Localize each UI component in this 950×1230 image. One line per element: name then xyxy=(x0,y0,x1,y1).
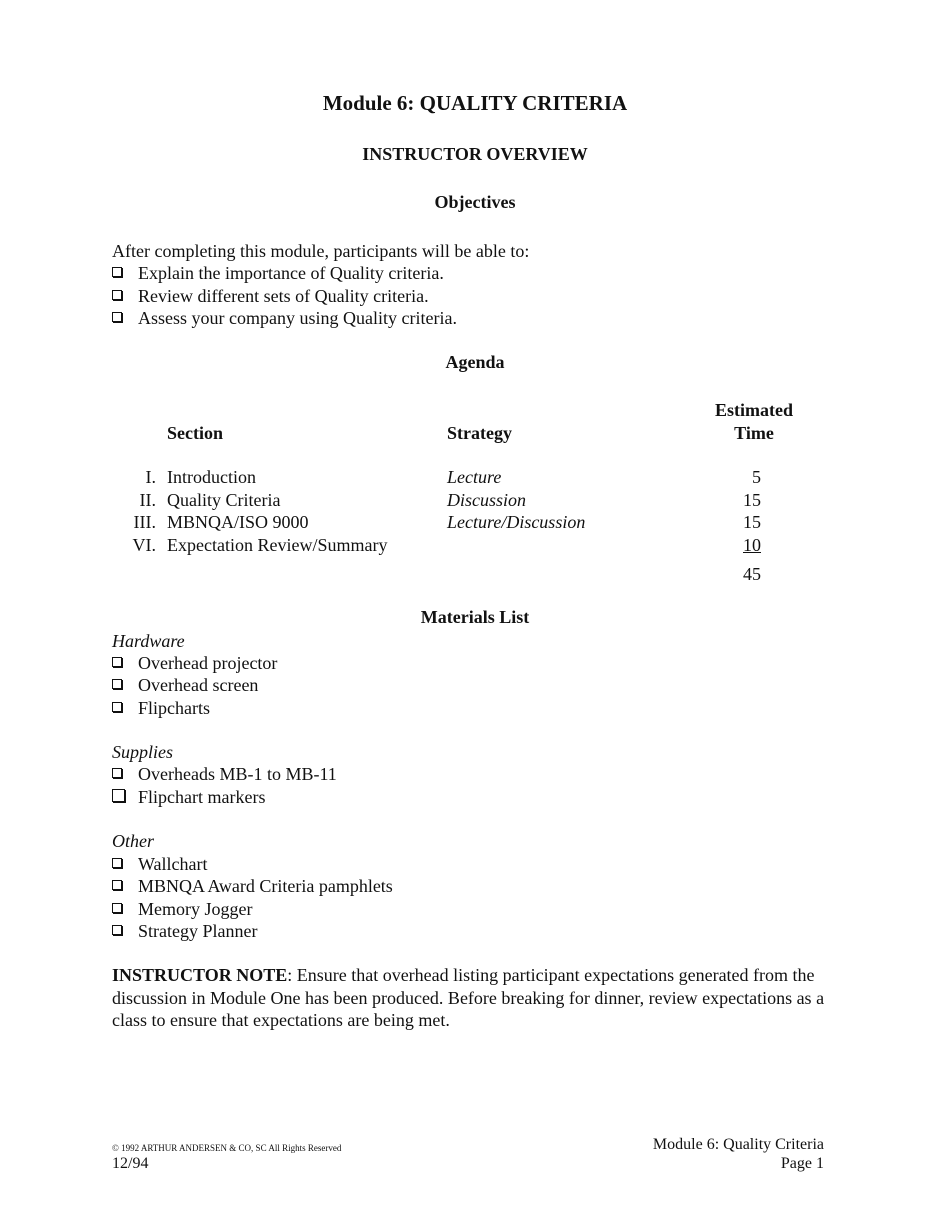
list-item: Wallchart xyxy=(112,853,208,875)
list-item: Overhead projector xyxy=(112,652,277,674)
instructor-note-label: INSTRUCTOR NOTE xyxy=(112,965,288,985)
checkbox-icon xyxy=(112,657,122,667)
page-subtitle: INSTRUCTOR OVERVIEW xyxy=(362,144,588,164)
supplies-label: Supplies xyxy=(112,742,173,762)
list-item: Overhead screen xyxy=(112,674,258,696)
checkbox-icon xyxy=(112,290,122,300)
objectives-intro: After completing this module, participants will be able to: xyxy=(112,241,530,261)
checkbox-icon xyxy=(112,702,122,712)
agenda-total: 45 xyxy=(743,564,761,584)
objectives-heading: Objectives xyxy=(434,192,516,212)
agenda-row: I. Introduction Lecture 5 xyxy=(145,467,761,487)
footer-page: Page 1 xyxy=(780,1155,824,1172)
instructor-note xyxy=(112,964,842,1032)
checkbox-icon xyxy=(112,312,122,322)
checkbox-icon xyxy=(112,880,122,890)
list-item: Overheads MB-1 to MB-11 xyxy=(112,763,337,785)
list-item: Memory Jogger xyxy=(112,898,252,920)
list-item: Flipchart markers xyxy=(112,786,265,808)
agenda-col-time-line2: Time xyxy=(734,423,774,443)
checkbox-icon xyxy=(112,789,125,802)
footer-date: 12/94 xyxy=(112,1155,149,1172)
instructor-note-text: : Ensure that overhead listing participant expectations generated from the discussion in Module One has been produced. Before breaking for dinner, review expectations as a class to ensure that expectations are being met. xyxy=(112,965,825,1030)
agenda-col-section: Section xyxy=(167,423,223,443)
checkbox-icon xyxy=(112,679,122,689)
hardware-label: Hardware xyxy=(112,631,185,651)
agenda-row: VI. Expectation Review/Summary 10 xyxy=(132,535,761,555)
page-title: Module 6: QUALITY CRITERIA xyxy=(322,91,628,115)
objective-item: Review different sets of Quality criteria. xyxy=(112,285,429,307)
checkbox-icon xyxy=(112,903,122,913)
agenda-col-time-line1: Estimated xyxy=(715,400,793,420)
objective-item: Explain the importance of Quality criteria. xyxy=(112,262,444,284)
agenda-col-strategy: Strategy xyxy=(447,423,512,443)
objective-item: Assess your company using Quality criteria. xyxy=(112,307,457,329)
footer-module: Module 6: Quality Criteria xyxy=(652,1136,824,1153)
checkbox-icon xyxy=(112,925,122,935)
checkbox-icon xyxy=(112,858,122,868)
list-item: Strategy Planner xyxy=(112,920,257,942)
agenda-heading: Agenda xyxy=(445,352,505,372)
checkbox-icon xyxy=(112,267,122,277)
agenda-row: III. MBNQA/ISO 9000 Lecture/Discussion 15 xyxy=(133,512,761,532)
checkbox-icon xyxy=(112,768,122,778)
materials-heading: Materials List xyxy=(420,607,530,627)
list-item: MBNQA Award Criteria pamphlets xyxy=(112,875,393,897)
footer-copyright: © 1992 ARTHUR ANDERSEN & CO, SC All Rights Reserved xyxy=(112,1143,342,1153)
agenda-row: II. Quality Criteria Discussion 15 xyxy=(139,490,761,510)
list-item: Flipcharts xyxy=(112,697,210,719)
other-label: Other xyxy=(112,831,154,851)
